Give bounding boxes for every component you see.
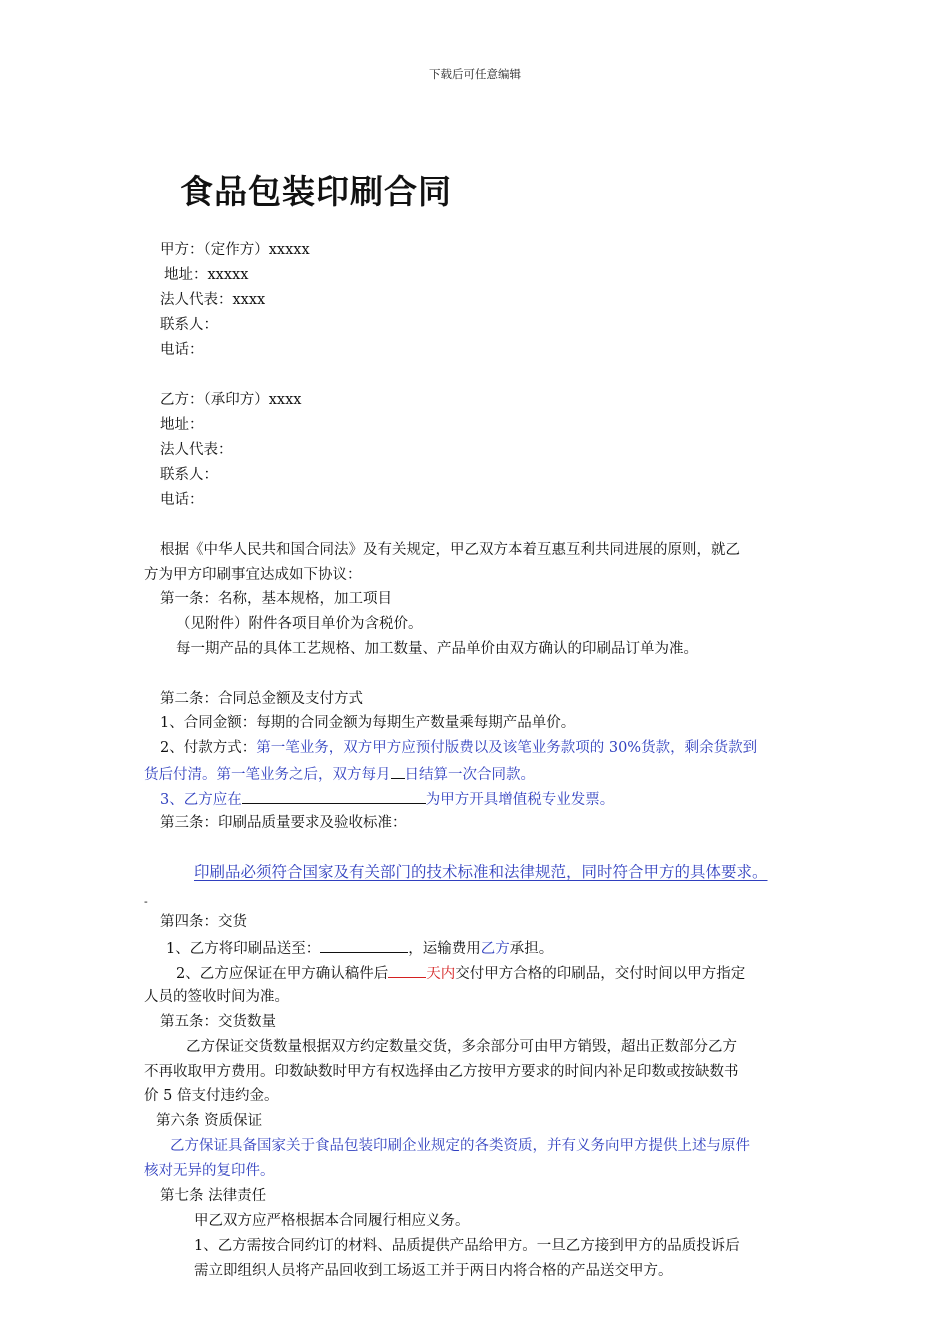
article-2-line-3: [144, 764, 535, 784]
article-2-heading: 第二条：合同总金额及支付方式: [160, 691, 363, 707]
quality-requirement-text: 印刷品必须符合国家及有关部门的技术标准和法律规范，同时符合甲方的具体要求。: [194, 863, 768, 881]
payment-method-label: 2、付款方式：: [160, 740, 257, 756]
delivery-days-blank: [388, 963, 426, 978]
intro-line-2: 方为甲方印刷事宜达成如下协议：: [144, 567, 362, 583]
article-5-line-2: 不再收取甲方费用。印数缺数时甲方有权选择由乙方按甲方要求的时间内补足印数或按缺数书: [144, 1064, 739, 1080]
article-2-line-4: [160, 789, 614, 809]
article-1-heading: 第一条：名称，基本规格，加工项目: [160, 591, 392, 607]
article-6-line-2: 核对无异的复印件。: [144, 1163, 275, 1179]
article-4-line-1: [166, 938, 553, 958]
freight-party: 乙方: [480, 941, 510, 957]
article-5-line-1: 乙方保证交货数量根据双方约定数量交货，多余部分可由甲方销毁，超出正数部分乙方: [186, 1039, 737, 1055]
article-1-line-1: （见附件）附件各项目单价为含税价。: [176, 616, 423, 632]
intro-line-1: 根据《中华人民共和国合同法》及有关规定，甲乙双方本着互惠互利共同进展的原则，就乙: [160, 542, 740, 558]
party-a-address: 地址：xxxxx: [164, 267, 249, 283]
article-4-line-3: 人员的签收时间为准。: [144, 989, 289, 1005]
party-a-legal-rep: 法人代表：xxxx: [160, 292, 266, 308]
party-b-phone: 电话：: [160, 492, 204, 508]
article-7-line-3: 需立即组织人员将产品回收到工场返工并于两日内将合格的产品送交甲方。: [194, 1263, 673, 1279]
article-3-body: [184, 863, 780, 881]
settlement-text-a: 货后付清。第一笔业务之后，双方每月: [144, 767, 391, 783]
party-b-address: 地址：: [160, 417, 204, 433]
freight-text-end: 承担。: [509, 941, 554, 957]
article-5-line-3: 价 5 倍支付违约金。: [144, 1088, 279, 1104]
delivery-time-text-b: 交付甲方合格的印刷品，交付时间以甲方指定: [455, 966, 746, 982]
delivery-days-unit: 天内: [426, 966, 456, 982]
party-b-name: 乙方：（承印方）xxxx: [160, 392, 302, 408]
article-4-heading: 第四条：交货: [160, 914, 247, 930]
stray-dash: -: [144, 895, 148, 908]
page-header: 下载后可任意编辑: [429, 67, 521, 81]
freight-text: ，运输费用: [408, 941, 481, 957]
article-5-heading: 第五条：交货数量: [160, 1014, 276, 1030]
article-6-line-1: 乙方保证具备国家关于食品包装印刷企业规定的各类资质，并有义务向甲方提供上述与原件: [170, 1138, 750, 1154]
invoice-blank: [242, 789, 426, 804]
settlement-text-b: 日结算一次合同款。: [404, 767, 535, 783]
party-b-contact: 联系人：: [160, 467, 218, 483]
document-title: 食品包装印刷合同: [180, 172, 452, 211]
article-7-line-2: 1、乙方需按合同约订的材料、品质提供产品给甲方。一旦乙方接到甲方的品质投诉后: [194, 1238, 740, 1254]
settlement-day-blank: [391, 764, 405, 779]
delivery-to-label: 1、乙方将印刷品送至：: [166, 941, 321, 957]
party-a-contact: 联系人：: [160, 317, 218, 333]
party-a-name: 甲方：（定作方）xxxxx: [160, 242, 310, 258]
article-2-line-1: 1、合同金额：每期的合同金额为每期生产数量乘每期产品单价。: [160, 715, 576, 731]
article-7-line-1: 甲乙双方应严格根据本合同履行相应义务。: [194, 1213, 470, 1229]
payment-method-text: 第一笔业务，双方甲方应预付版费以及该笔业务款项的 30%货款，剩余货款到: [256, 740, 758, 756]
article-1-line-2: 每一期产品的具体工艺规格、加工数量、产品单价由双方确认的印刷品订单为准。: [176, 641, 698, 657]
party-b-legal-rep: 法人代表：: [160, 442, 233, 458]
invoice-text-b: 为甲方开具增值税专业发票。: [425, 792, 615, 808]
article-7-heading: 第七条 法律责任: [160, 1188, 267, 1204]
delivery-address-blank: [320, 938, 408, 953]
invoice-text-a: 3、乙方应在: [160, 792, 242, 808]
article-3-heading: 第三条：印刷品质量要求及验收标准：: [160, 815, 407, 831]
delivery-time-text-a: 2、乙方应保证在甲方确认稿件后: [176, 966, 389, 982]
article-4-line-2: [176, 963, 745, 983]
article-2-line-2: [160, 739, 757, 757]
article-6-heading: 第六条 资质保证: [156, 1113, 263, 1129]
party-a-phone: 电话：: [160, 342, 204, 358]
